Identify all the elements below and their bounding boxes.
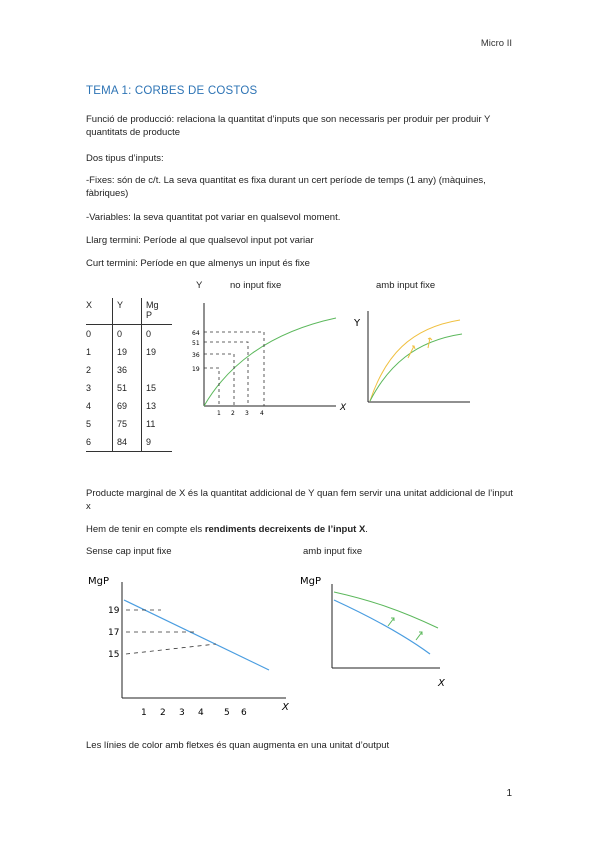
graph4-arrow	[416, 632, 422, 640]
paragraph-linies: Les línies de color amb fletxes és quan augmenta en una unitat d’output	[86, 740, 390, 751]
table-header-row	[86, 298, 172, 325]
table-header-y: Y	[113, 298, 142, 325]
table-cell-y: 36	[113, 361, 142, 379]
graph3-y-tick: 19	[108, 606, 120, 616]
graph1-y-tick: 64	[192, 330, 200, 337]
table-cell-x: 5	[86, 415, 113, 433]
table-row	[86, 361, 172, 379]
graph3-x-tick: 4	[198, 708, 204, 718]
table-cell-mgp	[142, 361, 173, 379]
graph-label-sense-cap: Sense cap input fixe	[86, 546, 172, 557]
table-row	[86, 415, 172, 433]
marginal-product-graph-no-fixed-input	[86, 570, 296, 720]
graph1-x-tick: 2	[231, 410, 235, 417]
table-cell-mgp: 13	[146, 401, 157, 411]
graph1-x-tick: 4	[260, 410, 264, 417]
page-number: 1	[506, 788, 512, 799]
graph1-y-tick: 36	[192, 352, 200, 359]
table-header-mgp: MgP	[146, 300, 159, 320]
graph4-curve-green	[334, 592, 438, 628]
rendiments-bold: rendiments decreixents de l’input X	[204, 524, 366, 535]
graph-label-amb-input-fixe-2: amb input fixe	[303, 546, 363, 557]
graph3-y-tick: 17	[108, 628, 120, 638]
graph3-y-label: MgP	[88, 576, 110, 587]
graph1-dashed-guides	[204, 332, 264, 406]
rendiments-pre: Hem de tenir en compte els	[86, 524, 205, 535]
graph1-x-label: X	[340, 403, 347, 413]
graph3-dashed-guides	[126, 610, 216, 654]
table-cell-y: 84	[113, 433, 142, 452]
graph2-curve-yellow	[370, 320, 460, 401]
graph1-y-tick: 19	[192, 366, 200, 373]
table-cell-x: 2	[86, 361, 113, 379]
paragraph-curt: Curt termini: Període en que almenys un input és fixe	[86, 258, 310, 269]
graph3-x-tick: 1	[141, 708, 147, 718]
table-cell-y: 51	[113, 379, 142, 397]
graph4-arrow	[388, 618, 394, 626]
graph4-curve-blue	[334, 600, 430, 654]
graph1-x-tick: 1	[217, 410, 221, 417]
graph1-y-tick: 51	[192, 340, 200, 347]
table-cell-x: 6	[86, 433, 113, 452]
section-title: TEMA 1: CORBES DE COSTOS	[86, 85, 258, 97]
table-cell-y: 75	[113, 415, 142, 433]
graph4-x-label: X	[438, 678, 445, 688]
graph-y-label: Y	[196, 280, 203, 291]
graph3-x-tick: 3	[179, 708, 185, 718]
table-row	[86, 397, 172, 415]
graph3-x-label: X	[282, 702, 289, 713]
table-cell-mgp: 15	[146, 383, 157, 393]
production-graph-no-fixed-input	[186, 298, 356, 418]
paragraph-producte-marginal: Producte marginal de X és la quantitat addicional de Y quan fem servir una unitat addicional de l’input x	[86, 488, 513, 512]
graph3-x-tick: 6	[241, 708, 247, 718]
header-course: Micro II	[480, 38, 512, 49]
graph-label-no-input-fixe: no input fixe	[230, 280, 282, 291]
table-cell-x: 4	[86, 397, 113, 415]
table-cell-mgp: 11	[146, 419, 156, 429]
graph3-mgp-line	[124, 600, 269, 670]
graph3-x-tick: 5	[224, 708, 230, 718]
marginal-product-graph-fixed-input	[300, 570, 460, 688]
paragraph-variables: -Variables: la seva quantitat pot variar en qualsevol moment.	[86, 212, 341, 223]
paragraph-funcio: Funció de producció: relaciona la quantitat d’inputs que son necessaris per produir per produir Y quantitats de producte	[86, 114, 491, 138]
graph2-arrow	[408, 346, 415, 358]
graph4-y-label: MgP	[300, 576, 322, 587]
graph1-production-curve	[204, 318, 336, 406]
production-table	[86, 298, 172, 452]
table-cell-x: 0	[86, 325, 113, 344]
graph3-x-tick: 2	[160, 708, 166, 718]
graph1-x-tick: 3	[245, 410, 249, 417]
graph-label-amb-input-fixe: amb input fixe	[376, 280, 436, 291]
paragraph-rendiments	[86, 523, 518, 536]
table-cell-x: 1	[86, 343, 113, 361]
paragraph-llarg: Llarg termini: Període al que qualsevol input pot variar	[86, 235, 314, 246]
graph3-y-tick: 15	[108, 650, 120, 660]
paragraph-dos-tipus: Dos tipus d’inputs:	[86, 153, 164, 164]
table-row	[86, 379, 172, 397]
table-cell-y: 69	[113, 397, 142, 415]
paragraph-fixes: -Fixes: són de c/t. La seva quantitat es fixa durant un cert període de temps (1 any) (màquines, fàbriques)	[86, 175, 486, 199]
graph2-curve-green	[370, 334, 462, 401]
table-cell-y: 19	[113, 343, 142, 361]
table-header-x: X	[86, 298, 113, 325]
table-cell-mgp: 19	[146, 347, 157, 357]
rendiments-post: .	[365, 524, 368, 535]
table-cell-mgp: 0	[146, 329, 152, 339]
table-row	[86, 433, 172, 452]
table-cell-y: 0	[113, 325, 142, 344]
table-row	[86, 343, 172, 361]
table-cell-mgp: 9	[142, 433, 173, 452]
table-row	[86, 325, 172, 344]
graph2-y-label: Y	[354, 318, 361, 329]
table-cell-x: 3	[86, 379, 113, 397]
production-graph-fixed-input	[350, 306, 475, 411]
